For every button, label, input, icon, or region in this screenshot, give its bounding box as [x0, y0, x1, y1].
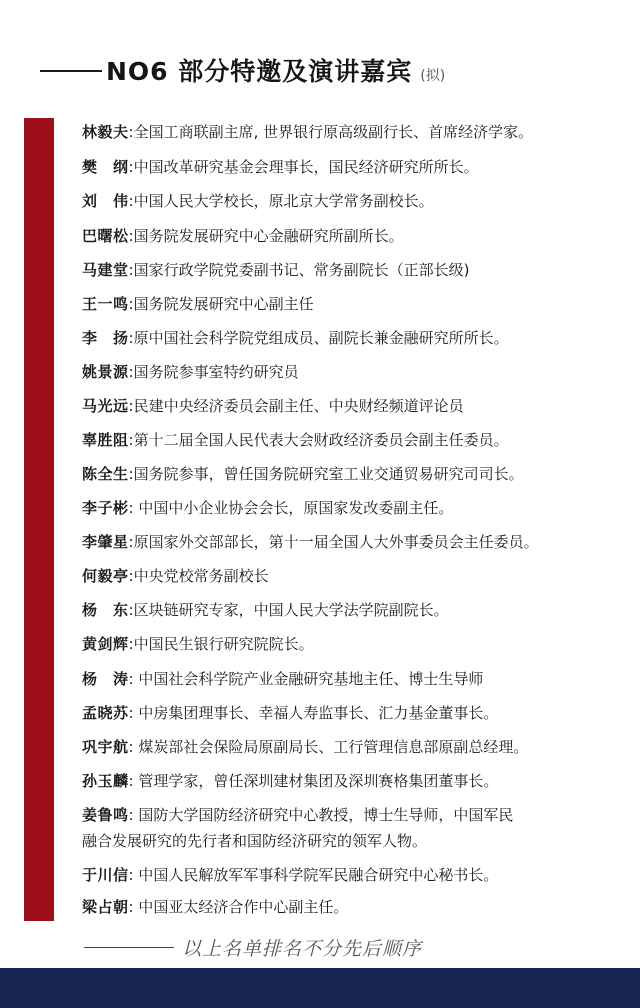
- speaker-row: [82, 631, 634, 657]
- speaker-name: 黄剑辉: [82, 635, 129, 653]
- speaker-name: 王一鸣: [82, 295, 129, 313]
- speaker-name: 巴曙松: [82, 227, 129, 245]
- speaker-name: 马光远: [82, 397, 129, 415]
- speaker-title: :中国人民大学校长，原北京大学常务副校长。: [128, 192, 434, 210]
- speaker-name: 杨 涛: [82, 670, 129, 688]
- speaker-name: 巩宇航: [82, 738, 129, 756]
- speaker-name: 刘 伟: [82, 192, 129, 210]
- speaker-name: 于川信: [82, 866, 129, 884]
- speaker-name: 李 扬: [82, 329, 129, 347]
- section-title-note: (拟): [420, 68, 446, 84]
- speaker-name: 马建堂: [82, 261, 129, 279]
- speaker-title: :中央党校常务副校长: [128, 567, 269, 585]
- speaker-title: :中国民生银行研究院院长。: [128, 635, 314, 653]
- speaker-row: [82, 666, 634, 692]
- speaker-title: : 国防大学国防经济研究中心教授，博士生导师，中国军民: [128, 806, 514, 824]
- speaker-title: :区块链研究专家，中国人民大学法学院副院长。: [128, 601, 449, 619]
- speaker-name: 姜鲁鸣: [82, 806, 129, 824]
- speaker-row: [82, 894, 634, 920]
- speaker-title: : 管理学家，曾任深圳建材集团及深圳赛格集团董事长。: [128, 772, 499, 790]
- speaker-name: 辜胜阻: [82, 431, 129, 449]
- speaker-row: [82, 700, 634, 726]
- speaker-title: :中国改革研究基金会理事长，国民经济研究所所长。: [128, 158, 479, 176]
- speaker-name: 梁占朝: [82, 898, 129, 916]
- speaker-title: :第十二届全国人民代表大会财政经济委员会副主任委员。: [128, 431, 509, 449]
- speaker-title-continued: 融合发展研究的先行者和国防经济研究的领军人物。: [82, 832, 428, 850]
- section-header: [0, 0, 640, 108]
- title-dash-line: [40, 70, 102, 72]
- speaker-name: 杨 东: [82, 601, 129, 619]
- speaker-name: 姚景源: [82, 363, 129, 381]
- speaker-title: : 中国人民解放军军事科学院军民融合研究中心秘书长。: [128, 866, 499, 884]
- speaker-title: :国务院参事室特约研究员: [128, 363, 299, 381]
- speaker-row: [82, 461, 634, 487]
- speaker-row: [82, 257, 634, 283]
- speaker-row: [82, 802, 634, 854]
- speaker-title: :原中国社会科学院党组成员、副院长兼金融研究所所长。: [128, 329, 509, 347]
- speaker-title: :民建中央经济委员会副主任、中央财经频道评论员: [128, 397, 464, 415]
- speaker-row: [82, 393, 634, 419]
- speaker-row: [82, 563, 634, 589]
- speaker-row: [82, 119, 634, 145]
- speaker-title: : 中房集团理事长、幸福人寿监事长、汇力基金董事长。: [128, 704, 499, 722]
- speaker-row: [82, 188, 634, 214]
- speaker-title: :原国家外交部部长，第十一届全国人大外事委员会主任委员。: [128, 533, 539, 551]
- speaker-name: 李肇星: [82, 533, 129, 551]
- speaker-row: [82, 325, 634, 351]
- speaker-title: :国家行政学院党委副书记、常务副院长（正部长级): [128, 261, 470, 279]
- speaker-row: [82, 529, 634, 555]
- bottom-navy-bar: [0, 968, 640, 1008]
- speaker-row: [82, 427, 634, 453]
- speaker-row: [82, 154, 634, 180]
- speaker-name: 陈全生: [82, 465, 129, 483]
- speaker-name: 樊 纲: [82, 158, 129, 176]
- speaker-row: [82, 597, 634, 623]
- speaker-name: 何毅亭: [82, 567, 129, 585]
- speaker-title: : 中国中小企业协会会长，原国家发改委副主任。: [128, 499, 454, 517]
- speaker-name: 孟晓苏: [82, 704, 129, 722]
- footer-note: 以上名单排名不分先后顺序: [182, 938, 423, 960]
- speaker-title: :国务院参事，曾任国务院研究室工业交通贸易研究司司长。: [128, 465, 524, 483]
- section-title-text: NO6 部分特邀及演讲嘉宾: [106, 57, 413, 86]
- speaker-title: : 中国亚太经济合作中心副主任。: [128, 898, 349, 916]
- speaker-row: [82, 768, 634, 794]
- speaker-title: :国务院发展研究中心金融研究所副所长。: [128, 227, 404, 245]
- section-title: [106, 52, 445, 88]
- footer-dash-line: [84, 947, 174, 948]
- speaker-title: :全国工商联副主席, 世界银行原高级副行长、首席经济学家。: [128, 123, 534, 141]
- speaker-row: [82, 862, 634, 888]
- speaker-row: [82, 359, 634, 385]
- accent-red-bar: [24, 118, 54, 921]
- speaker-row: [82, 495, 634, 521]
- speaker-title: : 煤炭部社会保险局原副局长、工行管理信息部原副总经理。: [128, 738, 529, 756]
- speaker-name: 李子彬: [82, 499, 129, 517]
- speaker-name: 孙玉麟: [82, 772, 129, 790]
- speaker-title: : 中国社会科学院产业金融研究基地主任、博士生导师: [128, 670, 484, 688]
- speaker-row: [82, 223, 634, 249]
- speaker-name: 林毅夫: [82, 123, 129, 141]
- speaker-title: :国务院发展研究中心副主任: [128, 295, 314, 313]
- speaker-row: [82, 291, 634, 317]
- speaker-row: [82, 734, 634, 760]
